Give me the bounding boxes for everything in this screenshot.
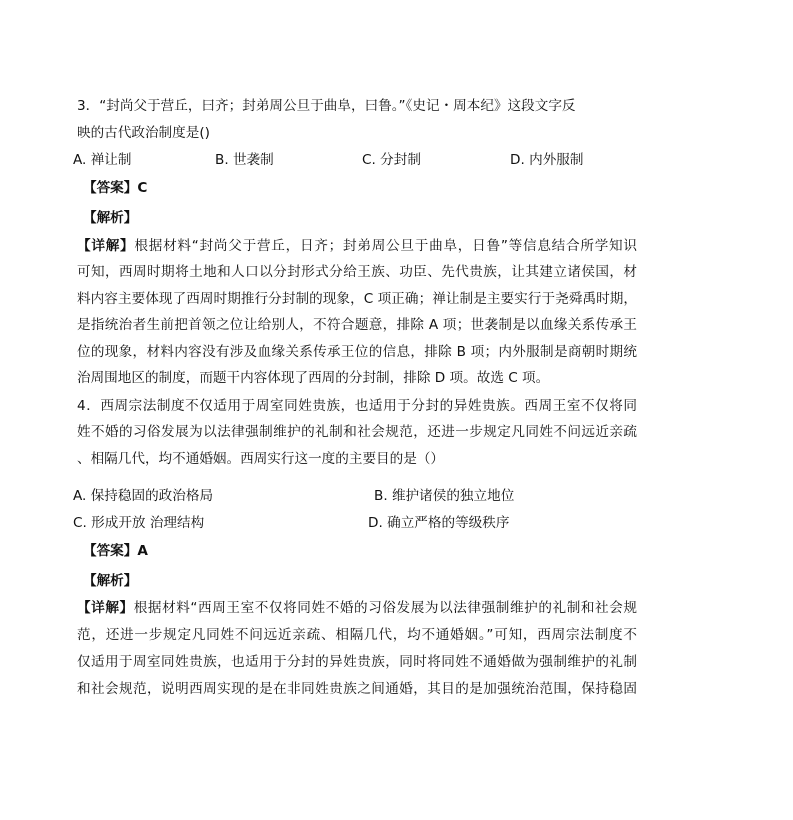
q3-stem-line-2: 映的古代政治制度是() bbox=[77, 125, 210, 141]
q3-stem-line-1: 3．“封尚父于营丘，曰齐；封弟周公旦于曲阜，曰鲁。”《史记・周本纪》这段文字反 bbox=[77, 98, 576, 114]
q4-answer-label: 【答案】 bbox=[83, 543, 138, 559]
q4-stem-line-1: 4．西周宗法制度不仅适用于周室同姓贵族，也适用于分封的异姓贵族。西周王室不仅将同 bbox=[77, 398, 637, 414]
q3-detail-line-1 bbox=[77, 236, 637, 256]
q3-option-d: D. 内外服制 bbox=[510, 152, 584, 168]
q4-answer-value: A bbox=[137, 543, 148, 559]
q4-option-d: D. 确立严格的等级秩序 bbox=[368, 515, 510, 531]
q3-answer-value: C bbox=[137, 180, 148, 196]
q3-detail-line-4: 是指统治者生前把首领之位让给别人，不符合题意，排除 A 项；世袭制是以血缘关系传承王 bbox=[77, 317, 637, 333]
q3-option-c: C. 分封制 bbox=[362, 152, 421, 168]
q4-detail-text-1: 根据材料“西周王室不仅将同姓不婚的习俗发展为以法律强制维护的礼制和社会规 bbox=[133, 600, 637, 616]
q4-option-b: B. 维护诸侯的独立地位 bbox=[374, 488, 515, 504]
q3-detail-line-3: 料内容主要体现了西周时期推行分封制的现象，C 项正确；禅让制是主要实行于尧舜禹时期， bbox=[77, 291, 637, 307]
q4-option-c: C. 形成开放 治理结构 bbox=[73, 515, 205, 531]
q4-detail-line-4: 和社会规范，说明西周实现的是在非同姓贵族之间通婚，其目的是加强统治范围，保持稳固 bbox=[77, 681, 637, 697]
q4-option-a: A. 保持稳固的政治格局 bbox=[73, 488, 214, 504]
q4-analysis-label: 【解析】 bbox=[83, 573, 138, 589]
q4-detail-line-1 bbox=[77, 598, 637, 618]
q3-answer-label: 【答案】 bbox=[83, 180, 138, 196]
q3-answer bbox=[83, 178, 147, 198]
q3-detail-tag: 【详解】 bbox=[77, 238, 135, 254]
q3-detail-text-1: 根据材料“封尚父于营丘，日齐；封弟周公旦于曲阜，日鲁”等信息结合所学知识 bbox=[134, 238, 637, 254]
q3-detail-line-2: 可知，西周时期将土地和人口以分封形式分给王族、功臣、先代贵族，让其建立诸侯国，材 bbox=[77, 264, 637, 280]
q3-option-b: B. 世袭制 bbox=[215, 152, 274, 168]
q3-analysis-label: 【解析】 bbox=[83, 210, 138, 226]
q4-detail-line-2: 范，还进一步规定凡同姓不问远近亲疏、相隔几代，均不通婚姻。”可知，西周宗法制度不 bbox=[77, 627, 637, 643]
q4-stem-line-2: 姓不婚的习俗发展为以法律强制维护的礼制和社会规范，还进一步规定凡同姓不问远近亲疏 bbox=[77, 424, 637, 440]
q3-detail-line-6: 治周围地区的制度，而题干内容体现了西周的分封制，排除 D 项。故选 C 项。 bbox=[77, 370, 550, 386]
q4-stem-line-3: 、相隔几代，均不通婚姻。西周实行这一度的主要目的是（） bbox=[77, 451, 445, 467]
q4-detail-line-3: 仅适用于周室同姓贵族，也适用于分封的异姓贵族，同时将同姓不通婚做为强制维护的礼制 bbox=[77, 654, 637, 670]
q3-detail-line-5: 位的现象，材料内容没有涉及血缘关系传承王位的信息，排除 B 项；内外服制是商朝时期统 bbox=[77, 344, 637, 360]
q4-answer bbox=[83, 541, 148, 561]
q3-option-a: A. 禅让制 bbox=[73, 152, 132, 168]
q4-detail-tag: 【详解】 bbox=[77, 600, 134, 616]
